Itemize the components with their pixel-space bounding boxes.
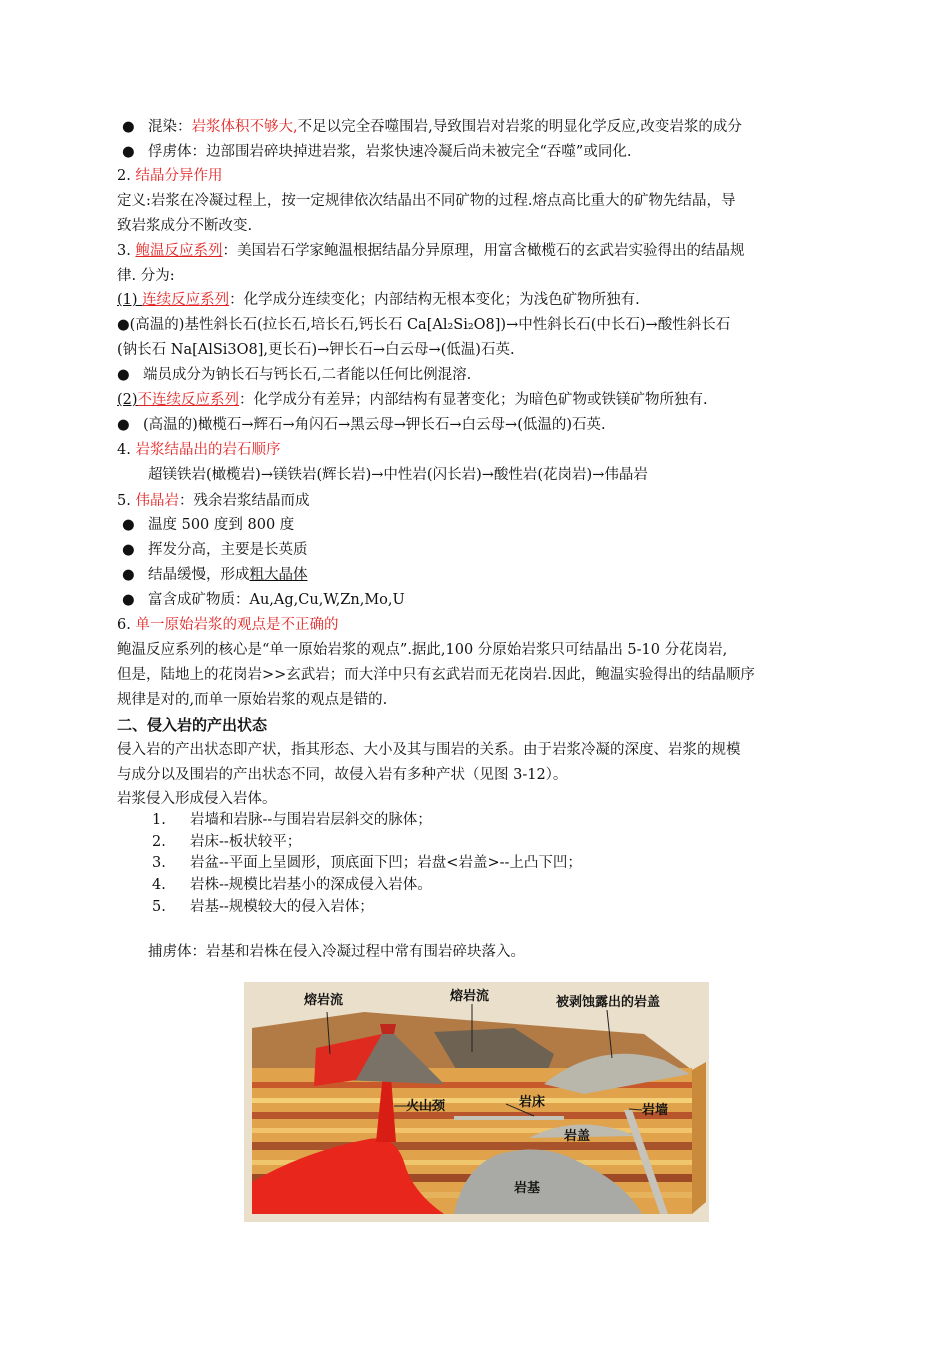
section-2-def-line2: 致岩浆成分不断改变.	[117, 218, 253, 234]
xenolith-note: 捕虏体：岩基和岩株在侵入冷凝过程中常有围岩碎块落入。	[148, 944, 525, 960]
section-2-heading: 2. 结晶分异作用	[117, 168, 223, 184]
sill	[454, 1116, 564, 1120]
part-2-p1: 侵入岩的产出状态即产状，指其形态、大小及其与围岩的关系。由于岩浆冷凝的深度、岩浆的规模	[117, 742, 741, 758]
bullet-icon: ●	[122, 567, 135, 583]
continuous-series-line1: ●(高温的)基性斜长石(拉长石,培长石,钙长石 Ca[Al₂Si₂O8])→中性斜长石(中长石)→酸性斜长石	[117, 317, 731, 333]
list-item: 5. 岩基--规模较大的侵入岩体；	[152, 899, 374, 915]
bullet-icon: ●	[117, 367, 130, 383]
bullet-icon: ●	[122, 542, 135, 558]
label-exposed-laccolith: 被剥蚀露出的岩盖	[556, 994, 661, 1009]
part-2-p3: 岩浆侵入形成侵入岩体。	[117, 791, 277, 807]
discontinuous-series-sequence: ● (高温的)橄榄石→辉石→角闪石→黑云母→钾长石→白云母→(低温的)石英.	[117, 417, 606, 433]
rock-sequence: 超镁铁岩(橄榄岩)→镁铁岩(辉长岩)→中性岩(闪长岩)→酸性岩(花岗岩)→伟晶岩	[148, 467, 648, 483]
discontinuous-series: (2)不连续反应系列：化学成分有差异；内部结构有显著变化；为暗色矿物或铁镁矿物所独有.	[117, 392, 708, 408]
section-3-heading: 3. 鲍温反应系列：美国岩石学家鲍温根据结晶分异原理，用富含橄榄石的玄武岩实验得出的结晶规	[117, 243, 745, 259]
bullet-contamination: ● 混染：岩浆体积不够大,不足以完全吞噬围岩,导致围岩对岩浆的明显化学反应,改变岩浆的成分	[122, 119, 742, 135]
section-6-p1: 鲍温反应系列的核心是“单一原始岩浆的观点”.据此,100 分原始岩浆只可结晶出 5-10 分花岗岩,	[117, 642, 728, 658]
pegmatite-minerals: ● 富含成矿物质：Au,Ag,Cu,W,Zn,Mo,U	[122, 592, 405, 608]
label-laccolith: 岩盖	[564, 1128, 591, 1143]
continuous-series: (1) 连续反应系列：化学成分连续变化；内部结构无根本变化；为浅色矿物所独有.	[117, 292, 640, 308]
bullet-xenolith: ● 俘虏体：边部围岩碎块掉进岩浆，岩浆快速冷凝后尚未被完全“吞噬”或同化.	[122, 144, 632, 160]
list-item: 3. 岩盆--平面上呈圆形，顶底面下凹；岩盘<岩盖>--上凸下凹；	[152, 855, 582, 871]
bullet-icon: ●	[122, 517, 135, 533]
continuous-series-endmember: ● 端员成分为钠长石与钙长石,二者能以任何比例混溶.	[117, 367, 472, 383]
part-2-p2: 与成分以及围岩的产出状态不同，故侵入岩有多种产状（见图 3-12）。	[117, 767, 568, 783]
section-5-heading: 5. 伟晶岩：残余岩浆结晶而成	[117, 493, 310, 509]
list-item: 4. 岩株--规模比岩基小的深成侵入岩体。	[152, 877, 432, 893]
label-lava-flow-2: 熔岩流	[450, 988, 490, 1003]
section-3-line2: 律. 分为:	[117, 268, 175, 284]
bullet-icon: ●	[122, 119, 135, 135]
label-volcanic-neck: 火山颈	[406, 1098, 446, 1113]
section-2-def-line1: 定义:岩浆在冷凝过程上，按一定规律依次结晶出不同矿物的过程.熔点高比重大的矿物先结晶，导	[117, 193, 736, 209]
bullet-icon: ●	[117, 417, 130, 433]
intrusion-diagram	[244, 982, 709, 1222]
pegmatite-temperature: ● 温度 500 度到 800 度	[122, 517, 295, 533]
list-item: 1. 岩墙和岩脉--与围岩岩层斜交的脉体；	[152, 812, 432, 828]
bullet-icon: ●	[122, 592, 135, 608]
continuous-series-line2: (钠长石 Na[AlSi3O8],更长石)→钾长石→白云母→(低温)石英.	[117, 342, 515, 358]
label-batholith: 岩基	[514, 1180, 541, 1195]
pegmatite-crystals: ● 结晶缓慢，形成粗大晶体	[122, 567, 308, 583]
label-lava-flow-1: 熔岩流	[304, 992, 344, 1007]
label-sill: 岩床	[519, 1094, 546, 1109]
section-4-heading: 4. 岩浆结晶出的岩石顺序	[117, 442, 281, 458]
part-2-heading: 二、侵入岩的产出状态	[117, 716, 268, 734]
bullet-icon: ●	[122, 144, 135, 160]
section-6-p3: 规律是对的,而单一原始岩浆的观点是错的.	[117, 692, 388, 708]
intrusion-diagram-svg	[244, 982, 709, 1222]
label-dike: 岩墙	[642, 1102, 669, 1117]
list-item: 2. 岩床--板状较平；	[152, 834, 302, 850]
section-6-heading: 6. 单一原始岩浆的观点是不正确的	[117, 617, 339, 633]
section-6-p2: 但是，陆地上的花岗岩>>玄武岩；而大洋中只有玄武岩而无花岗岩.因此，鲍温实验得出的结晶顺序	[117, 667, 755, 683]
pegmatite-volatiles: ● 挥发分高，主要是长英质	[122, 542, 308, 558]
